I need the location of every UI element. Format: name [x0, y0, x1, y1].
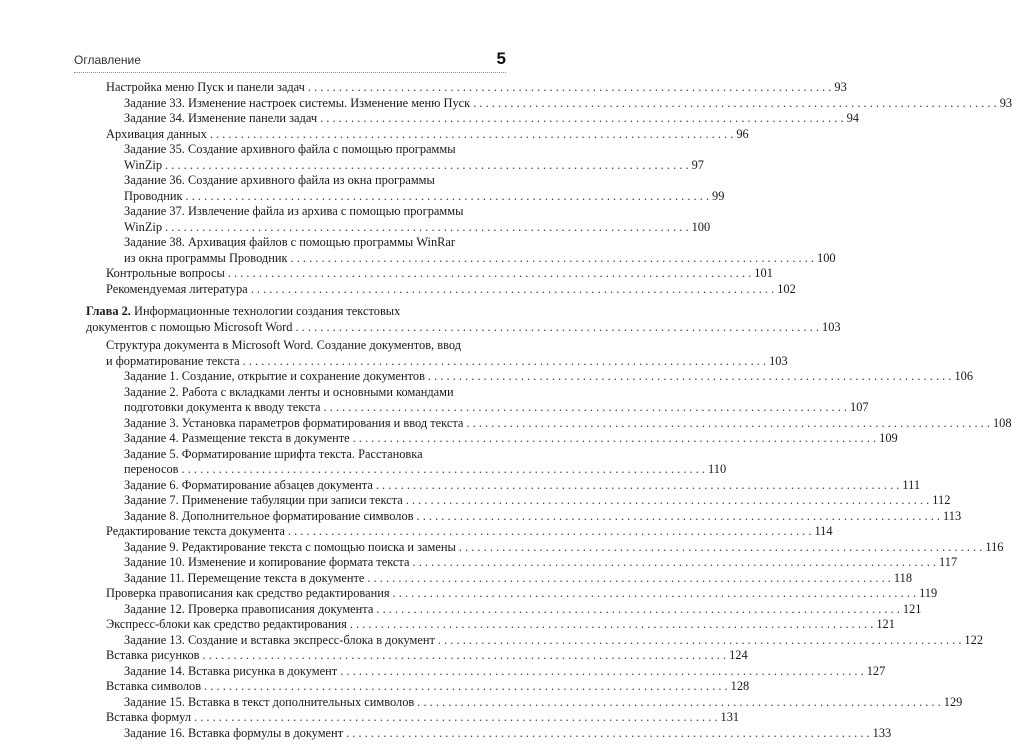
chapter-label: Глава 2. — [86, 304, 131, 318]
dot-leader: . . . . . . . . . . . . . . . . . . . . . . . . . . . . . . . . . . . . . . . . . . . . . . . . . . . . . . . . . . . . . . . . . . . . . . . . . . . . . . . . . . . . . — [185, 188, 710, 203]
toc-entry-title-text: Задание 2. Работа с вкладками ленты и основными командами — [124, 384, 454, 399]
toc-entry-title-text: Структура документа в Microsoft Word. Создание документов, ввод — [106, 338, 461, 352]
toc-page-number: 131 — [720, 710, 740, 724]
toc-page-number: 127 — [866, 663, 886, 678]
toc-task-entry[interactable] — [124, 111, 859, 127]
dot-leader: . . . . . . . . . . . . . . . . . . . . . . . . . . . . . . . . . . . . . . . . . . . . . . . . . . . . . . . . . . . . . . . . . . . . . . . . . . . . . . . . . . . . . — [323, 400, 848, 414]
toc-task-entry[interactable] — [124, 384, 869, 416]
toc-entry-title-line: Задание 33. Изменение настроек системы. Изменение меню Пуск — [124, 95, 471, 110]
toc-page-number: 111 — [902, 477, 921, 492]
toc-page-number: 94 — [846, 111, 859, 125]
dot-leader: . . . . . . . . . . . . . . . . . . . . . . . . . . . . . . . . . . . . . . . . . . . . . . . . . . . . . . . . . . . . . . . . . . . . . . . . . . . . . . . . . . . . . — [290, 250, 815, 265]
toc-entry-title-line: Проводник — [124, 188, 183, 203]
dot-leader: . . . . . . . . . . . . . . . . . . . . . . . . . . . . . . . . . . . . . . . . . . . . . . . . . . . . . . . . . . . . . . . . . . . . . . . . . . . . . . . . . . . . . — [376, 601, 900, 616]
toc-entry-title-line: Вставка рисунков — [106, 648, 200, 662]
dot-leader: . . . . . . . . . . . . . . . . . . . . . . . . . . . . . . . . . . . . . . . . . . . . . . . . . . . . . . . . . . . . . . . . . . . . . . . . . . . . . . . . . . . . . — [165, 157, 689, 172]
dot-leader: . . . . . . . . . . . . . . . . . . . . . . . . . . . . . . . . . . . . . . . . . . . . . . . . . . . . . . . . . . . . . . . . . . . . . . . . . . . . . . . . . . . . . — [346, 725, 870, 740]
toc-page-number: 102 — [777, 281, 796, 296]
toc-page-number: 124 — [729, 648, 748, 662]
dot-leader: . . . . . . . . . . . . . . . . . . . . . . . . . . . . . . . . . . . . . . . . . . . . . . . . . . . . . . . . . . . . . . . . . . . . . . . . . . . . . . . . . . . . . — [437, 632, 962, 647]
toc-section-entry[interactable] — [106, 524, 833, 540]
toc-task-entry[interactable] — [124, 555, 958, 571]
toc-entry-title-line — [124, 235, 506, 251]
toc-entry-title-text: Информационные технологии создания текстовых — [130, 304, 401, 318]
toc-entry-title-line: Задание 11. Перемещение текста в документе — [124, 570, 365, 585]
toc-section-entry[interactable] — [106, 126, 749, 143]
toc-page-number: 119 — [919, 586, 938, 600]
toc-entry-title-line: Вставка формул — [106, 710, 192, 724]
toc-page-number: 109 — [879, 431, 898, 445]
toc-page-number: 110 — [708, 462, 727, 476]
toc-entry-title-line: Рекомендуемая литература — [106, 281, 248, 296]
toc-entry-title-line: Задание 1. Создание, открытие и сохранение документов — [124, 369, 425, 383]
dot-leader: . . . . . . . . . . . . . . . . . . . . . . . . . . . . . . . . . . . . . . . . . . . . . . . . . . . . . . . . . . . . . . . . . . . . . . . . . . . . . . . . . . . . . — [458, 539, 983, 554]
dot-leader: . . . . . . . . . . . . . . . . . . . . . . . . . . . . . . . . . . . . . . . . . . . . . . . . . . . . . . . . . . . . . . . . . . . . . . . . . . . . . . . . . . . . . — [181, 462, 706, 476]
header-title: Оглавление — [74, 53, 141, 67]
dot-leader: . . . . . . . . . . . . . . . . . . . . . . . . . . . . . . . . . . . . . . . . . . . . . . . . . . . . . . . . . . . . . . . . . . . . . . . . . . . . . . . . . . . . . — [412, 555, 937, 569]
toc-page-number: 112 — [932, 493, 951, 507]
toc-chapter-entry[interactable] — [86, 304, 841, 335]
header-page-number: 5 — [496, 49, 506, 68]
toc-entry-title-text: Задание 36. Создание архивного файла из окна программы — [124, 173, 435, 187]
toc-page-number: 93 — [999, 95, 1012, 110]
toc-page-number: 117 — [939, 555, 958, 569]
toc-page-number: 118 — [893, 570, 913, 585]
toc-task-entry[interactable] — [124, 431, 898, 447]
toc-task-entry[interactable] — [124, 508, 962, 525]
toc-section-entry[interactable] — [106, 710, 740, 726]
toc-task-entry[interactable] — [124, 95, 1012, 112]
toc-entry-title-line — [86, 304, 506, 320]
dot-leader: . . . . . . . . . . . . . . . . . . . . . . . . . . . . . . . . . . . . . . . . . . . . . . . . . . . . . . . . . . . . . . . . . . . . . . . . . . . . . . . . . . . . . — [307, 80, 832, 94]
toc-section-entry[interactable] — [106, 648, 748, 664]
toc-entry-title-line: документов с помощью Microsoft Word — [86, 319, 293, 334]
toc-section-entry[interactable] — [106, 586, 938, 602]
toc-task-entry[interactable] — [124, 725, 892, 742]
dot-leader: . . . . . . . . . . . . . . . . . . . . . . . . . . . . . . . . . . . . . . . . . . . . . . . . . . . . . . . . . . . . . . . . . . . . . . . . . . . . . . . . . . . . . — [320, 111, 844, 125]
toc-task-entry[interactable] — [124, 415, 1012, 432]
toc-task-entry[interactable] — [124, 173, 725, 204]
toc-entry-title-line: Задание 15. Вставка в текст дополнительных символов — [124, 694, 415, 709]
toc-section-entry[interactable] — [106, 266, 773, 282]
dot-leader: . . . . . . . . . . . . . . . . . . . . . . . . . . . . . . . . . . . . . . . . . . . . . . . . . . . . . . . . . . . . . . . . . . . . . . . . . . . . . . . . . . . . . — [250, 281, 775, 296]
running-header — [74, 49, 506, 73]
toc-task-entry[interactable] — [124, 235, 836, 266]
toc-task-entry[interactable] — [124, 694, 963, 711]
toc-entry-title-line — [106, 338, 506, 354]
toc-page-number: 97 — [691, 157, 704, 172]
toc-entry-title-line: Задание 12. Проверка правописания документа — [124, 601, 374, 616]
toc-entry-title-text: Задание 5. Форматирование шрифта текста. Расстановка — [124, 446, 423, 461]
dot-leader: . . . . . . . . . . . . . . . . . . . . . . . . . . . . . . . . . . . . . . . . . . . . . . . . . . . . . . . . . . . . . . . . . . . . . . . . . . . . . . . . . . . . . — [165, 219, 689, 234]
dot-leader: . . . . . . . . . . . . . . . . . . . . . . . . . . . . . . . . . . . . . . . . . . . . . . . . . . . . . . . . . . . . . . . . . . . . . . . . . . . . . . . . . . . . . — [375, 477, 900, 492]
toc-task-entry[interactable] — [124, 493, 951, 509]
dot-leader: . . . . . . . . . . . . . . . . . . . . . . . . . . . . . . . . . . . . . . . . . . . . . . . . . . . . . . . . . . . . . . . . . . . . . . . . . . . . . . . . . . . . . — [416, 508, 941, 523]
toc-page-number: 116 — [985, 539, 1004, 554]
toc-entry-title-line: Задание 3. Установка параметров форматирования и ввод текста — [124, 415, 464, 430]
toc-entry-title-line: Экспресс-блоки как средство редактирования — [106, 617, 347, 631]
dot-leader: . . . . . . . . . . . . . . . . . . . . . . . . . . . . . . . . . . . . . . . . . . . . . . . . . . . . . . . . . . . . . . . . . . . . . . . . . . . . . . . . . . . . . — [287, 524, 812, 538]
toc-entry-title-line — [124, 385, 506, 401]
toc-entry-title-line: Задание 10. Изменение и копирование формата текста — [124, 555, 410, 569]
toc-section-entry[interactable] — [106, 281, 796, 298]
toc-page-number: 103 — [822, 319, 841, 334]
toc-page-number: 122 — [964, 632, 984, 647]
table-of-contents — [0, 80, 1012, 741]
toc-entry-title-line: Задание 13. Создание и вставка экспресс-блока в документ — [124, 632, 435, 647]
toc-page-number: 121 — [902, 601, 922, 616]
toc-page-number: 108 — [992, 415, 1012, 430]
toc-task-entry[interactable] — [124, 601, 922, 618]
toc-page-number: 100 — [817, 250, 836, 265]
dot-leader: . . . . . . . . . . . . . . . . . . . . . . . . . . . . . . . . . . . . . . . . . . . . . . . . . . . . . . . . . . . . . . . . . . . . . . . . . . . . . . . . . . . . . — [340, 663, 864, 678]
toc-section-entry[interactable] — [106, 338, 788, 369]
toc-page-number: 93 — [834, 80, 847, 94]
toc-entry-title-line: переносов — [124, 462, 179, 476]
toc-entry-title-line: Задание 7. Применение табуляции при записи текста — [124, 493, 403, 507]
toc-entry-title-line: WinZip — [124, 157, 163, 172]
toc-task-entry[interactable] — [124, 446, 727, 478]
dot-leader: . . . . . . . . . . . . . . . . . . . . . . . . . . . . . . . . . . . . . . . . . . . . . . . . . . . . . . . . . . . . . . . . . . . . . . . . . . . . . . . . . . . . . — [295, 319, 819, 334]
toc-page-number: 99 — [712, 188, 725, 203]
toc-page-number: 129 — [943, 694, 963, 709]
toc-page-number: 101 — [754, 266, 773, 280]
toc-task-entry[interactable] — [124, 477, 921, 494]
toc-page-number: 100 — [691, 219, 711, 234]
toc-section-entry[interactable] — [106, 617, 895, 633]
dot-leader: . . . . . . . . . . . . . . . . . . . . . . . . . . . . . . . . . . . . . . . . . . . . . . . . . . . . . . . . . . . . . . . . . . . . . . . . . . . . . . . . . . . . . — [466, 415, 990, 430]
dot-leader: . . . . . . . . . . . . . . . . . . . . . . . . . . . . . . . . . . . . . . . . . . . . . . . . . . . . . . . . . . . . . . . . . . . . . . . . . . . . . . . . . . . . . — [392, 586, 917, 600]
dot-leader: . . . . . . . . . . . . . . . . . . . . . . . . . . . . . . . . . . . . . . . . . . . . . . . . . . . . . . . . . . . . . . . . . . . . . . . . . . . . . . . . . . . . . — [405, 493, 930, 507]
dot-leader: . . . . . . . . . . . . . . . . . . . . . . . . . . . . . . . . . . . . . . . . . . . . . . . . . . . . . . . . . . . . . . . . . . . . . . . . . . . . . . . . . . . . . — [227, 266, 752, 280]
toc-task-entry[interactable] — [124, 369, 974, 385]
dot-leader: . . . . . . . . . . . . . . . . . . . . . . . . . . . . . . . . . . . . . . . . . . . . . . . . . . . . . . . . . . . . . . . . . . . . . . . . . . . . . . . . . . . . . — [204, 679, 728, 693]
dot-leader: . . . . . . . . . . . . . . . . . . . . . . . . . . . . . . . . . . . . . . . . . . . . . . . . . . . . . . . . . . . . . . . . . . . . . . . . . . . . . . . . . . . . . — [427, 369, 952, 383]
dot-leader: . . . . . . . . . . . . . . . . . . . . . . . . . . . . . . . . . . . . . . . . . . . . . . . . . . . . . . . . . . . . . . . . . . . . . . . . . . . . . . . . . . . . . — [349, 617, 874, 631]
dot-leader: . . . . . . . . . . . . . . . . . . . . . . . . . . . . . . . . . . . . . . . . . . . . . . . . . . . . . . . . . . . . . . . . . . . . . . . . . . . . . . . . . . . . . — [209, 126, 734, 141]
dot-leader: . . . . . . . . . . . . . . . . . . . . . . . . . . . . . . . . . . . . . . . . . . . . . . . . . . . . . . . . . . . . . . . . . . . . . . . . . . . . . . . . . . . . . — [202, 648, 727, 662]
toc-entry-title-line: подготовки документа к вводу текста — [124, 400, 321, 414]
toc-entry-title-text: Задание 35. Создание архивного файла с помощью программы — [124, 142, 456, 156]
toc-entry-title-line: Задание 14. Вставка рисунка в документ — [124, 663, 338, 678]
toc-entry-title-line — [124, 204, 506, 220]
toc-task-entry[interactable] — [124, 632, 984, 649]
toc-page-number: 121 — [876, 617, 895, 631]
toc-task-entry[interactable] — [124, 663, 886, 680]
toc-section-entry[interactable] — [106, 80, 847, 96]
toc-entry-title-line: WinZip — [124, 219, 163, 234]
toc-entry-title-line: Задание 16. Вставка формулы в документ — [124, 725, 344, 740]
toc-entry-title-line: Контрольные вопросы — [106, 266, 225, 280]
toc-page-number: 96 — [736, 126, 749, 141]
dot-leader: . . . . . . . . . . . . . . . . . . . . . . . . . . . . . . . . . . . . . . . . . . . . . . . . . . . . . . . . . . . . . . . . . . . . . . . . . . . . . . . . . . . . . — [194, 710, 718, 724]
toc-entry-title-line: Задание 4. Размещение текста в документе — [124, 431, 350, 445]
toc-section-entry[interactable] — [106, 679, 750, 695]
toc-entry-title-line: Задание 6. Форматирование абзацев документа — [124, 477, 373, 492]
dot-leader: . . . . . . . . . . . . . . . . . . . . . . . . . . . . . . . . . . . . . . . . . . . . . . . . . . . . . . . . . . . . . . . . . . . . . . . . . . . . . . . . . . . . . — [367, 570, 891, 585]
toc-page-number: 114 — [814, 524, 833, 538]
dot-leader: . . . . . . . . . . . . . . . . . . . . . . . . . . . . . . . . . . . . . . . . . . . . . . . . . . . . . . . . . . . . . . . . . . . . . . . . . . . . . . . . . . . . . — [417, 694, 941, 709]
toc-page-number: 113 — [943, 508, 962, 523]
toc-entry-title-text: Задание 38. Архивация файлов с помощью программы WinRar — [124, 235, 456, 249]
toc-task-entry[interactable] — [124, 204, 711, 235]
toc-entry-title-text: Задание 37. Извлечение файла из архива с помощью программы — [124, 204, 464, 218]
dot-leader: . . . . . . . . . . . . . . . . . . . . . . . . . . . . . . . . . . . . . . . . . . . . . . . . . . . . . . . . . . . . . . . . . . . . . . . . . . . . . . . . . . . . . — [352, 431, 877, 445]
toc-entry-title-line — [124, 173, 506, 189]
toc-entry-title-line: из окна программы Проводник — [124, 250, 288, 265]
toc-entry-title-line: Вставка символов — [106, 679, 202, 693]
toc-entry-title-line: Редактирование текста документа — [106, 524, 285, 538]
toc-entry-title-line: Задание 8. Дополнительное форматирование символов — [124, 508, 414, 523]
toc-task-entry[interactable] — [124, 539, 1004, 556]
toc-page-number: 128 — [730, 679, 750, 693]
toc-entry-title-line: Проверка правописания как средство редактирования — [106, 586, 390, 600]
toc-page-number: 103 — [769, 353, 788, 368]
toc-page-number: 107 — [850, 400, 869, 414]
toc-task-entry[interactable] — [124, 142, 704, 173]
toc-entry-title-line: Архивация данных — [106, 126, 207, 141]
toc-entry-title-line: и форматирование текста — [106, 353, 240, 368]
toc-entry-title-line — [124, 447, 506, 463]
toc-entry-title-line: Настройка меню Пуск и панели задач — [106, 80, 305, 94]
toc-page-number: 106 — [954, 369, 974, 383]
dot-leader: . . . . . . . . . . . . . . . . . . . . . . . . . . . . . . . . . . . . . . . . . . . . . . . . . . . . . . . . . . . . . . . . . . . . . . . . . . . . . . . . . . . . . — [242, 353, 767, 368]
toc-task-entry[interactable] — [124, 570, 913, 587]
toc-entry-title-line: Задание 34. Изменение панели задач — [124, 111, 318, 125]
toc-page-number: 133 — [872, 725, 892, 740]
toc-entry-title-line: Задание 9. Редактирование текста с помощью поиска и замены — [124, 539, 456, 554]
toc-entry-title-line — [124, 142, 506, 158]
dot-leader: . . . . . . . . . . . . . . . . . . . . . . . . . . . . . . . . . . . . . . . . . . . . . . . . . . . . . . . . . . . . . . . . . . . . . . . . . . . . . . . . . . . . . — [473, 95, 997, 110]
